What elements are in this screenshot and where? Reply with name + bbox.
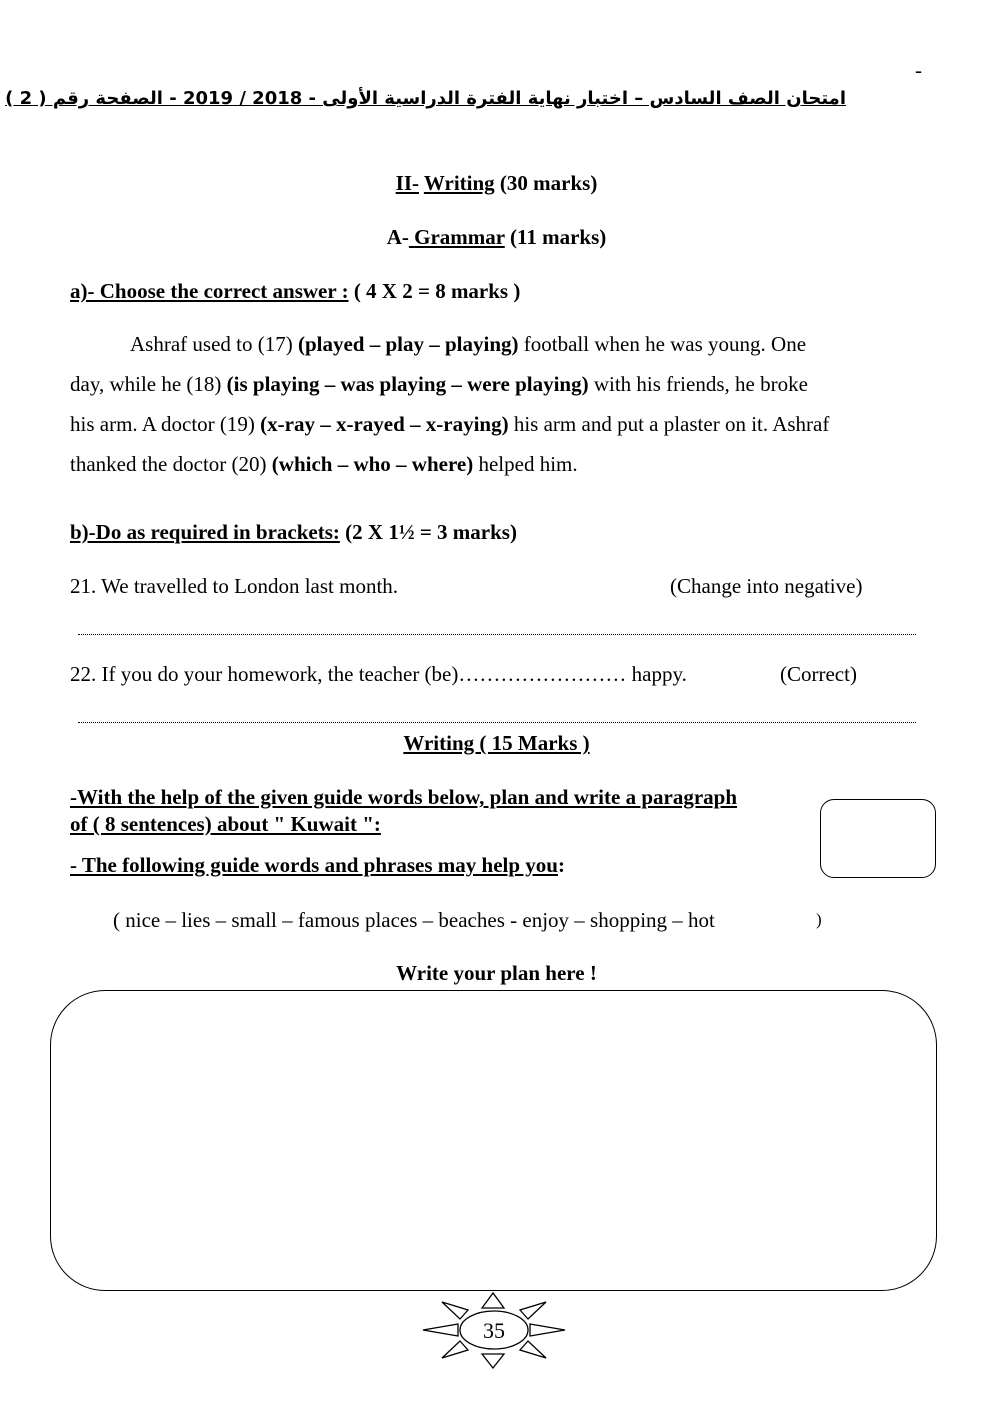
passage-text: day, while he (18) [70,372,227,396]
guide-heading [70,853,565,878]
writing-prompt-line1: -With the help of the given guide words below, plan and write a paragraph [70,785,738,809]
marks-box [820,799,936,878]
sun-page-badge [420,1288,570,1374]
passage-text: his arm and put a plaster on it. Ashraf [508,412,830,436]
part-b-heading [70,520,517,545]
guide-words: ( nice – lies – small – famous places – beaches - enjoy – shopping – hot [113,908,715,932]
answer-options: (x-ray – x-rayed – x-raying) [260,412,509,436]
section-prefix: II- [395,171,419,195]
answer-line-21[interactable] [78,634,916,635]
passage-text: his arm. A doctor (19) [70,412,261,436]
arabic-header: امتحان الصف السادس – اختبار نهاية الفترة الدراسية الأولى - 2018 / 2019 - الصفحة رقم ( 2 ) [5,88,846,109]
header-dash: - [915,58,922,82]
sun-ray-icon [482,1354,504,1368]
guide-words-close: ) [816,910,822,929]
passage-line [70,412,829,437]
grammar-marks: (11 marks) [510,225,607,249]
sun-ray-icon [520,1341,546,1358]
sun-ray-icon [520,1302,546,1319]
passage-text: with his friends, he broke [588,372,808,396]
answer-options: (played – play – playing) [297,332,519,356]
sun-ray-icon [482,1293,504,1308]
answer-options: (which – who – where) [271,452,474,476]
passage-text: football when he was young. One [518,332,807,356]
part-a-title: a)- Choose the correct answer : [70,279,349,303]
passage-text: helped him. [473,452,578,476]
sun-ray-icon [442,1302,468,1319]
writing-title: Writing ( 15 Marks ) [403,731,590,755]
plan-label: Write your plan here ! [396,961,597,985]
guide-colon: : [557,853,565,877]
section-marks: (30 marks) [499,171,598,195]
question-22: 22. If you do your homework, the teacher (be)…………………… happy. [70,662,687,686]
guide-heading-text: - The following guide words and phrases may help you [70,853,558,877]
passage-text: Ashraf used to (17) [130,332,298,356]
plan-box[interactable] [50,990,937,1291]
passage-line [70,452,578,477]
answer-options: (is playing – was playing – were playing) [226,372,589,396]
page-number: 35 [483,1318,505,1343]
sun-ray-icon [442,1341,468,1358]
section-title [0,171,993,196]
sun-ray-icon [530,1324,565,1336]
part-a-heading [70,279,520,304]
question-21: 21. We travelled to London last month. [70,574,399,598]
question-21-instruction: (Change into negative) [670,574,863,598]
question-22-instruction: (Correct) [780,662,857,686]
passage-line [130,332,806,357]
passage-text: thanked the doctor (20) [70,452,272,476]
part-b-title: b)-Do as required in brackets: [70,520,340,544]
writing-prompt-line2: of ( 8 sentences) about " Kuwait ": [70,812,381,836]
sun-ray-icon [423,1324,458,1336]
grammar-title [0,225,993,250]
passage-line [70,372,808,397]
answer-line-22[interactable] [78,722,916,723]
grammar-prefix: A- [386,225,409,249]
section-name: Writing [423,171,495,195]
grammar-name: Grammar [414,225,505,249]
part-b-marks: (2 X 1½ = 3 marks) [345,520,517,544]
part-a-marks: ( 4 X 2 = 8 marks ) [353,279,521,303]
